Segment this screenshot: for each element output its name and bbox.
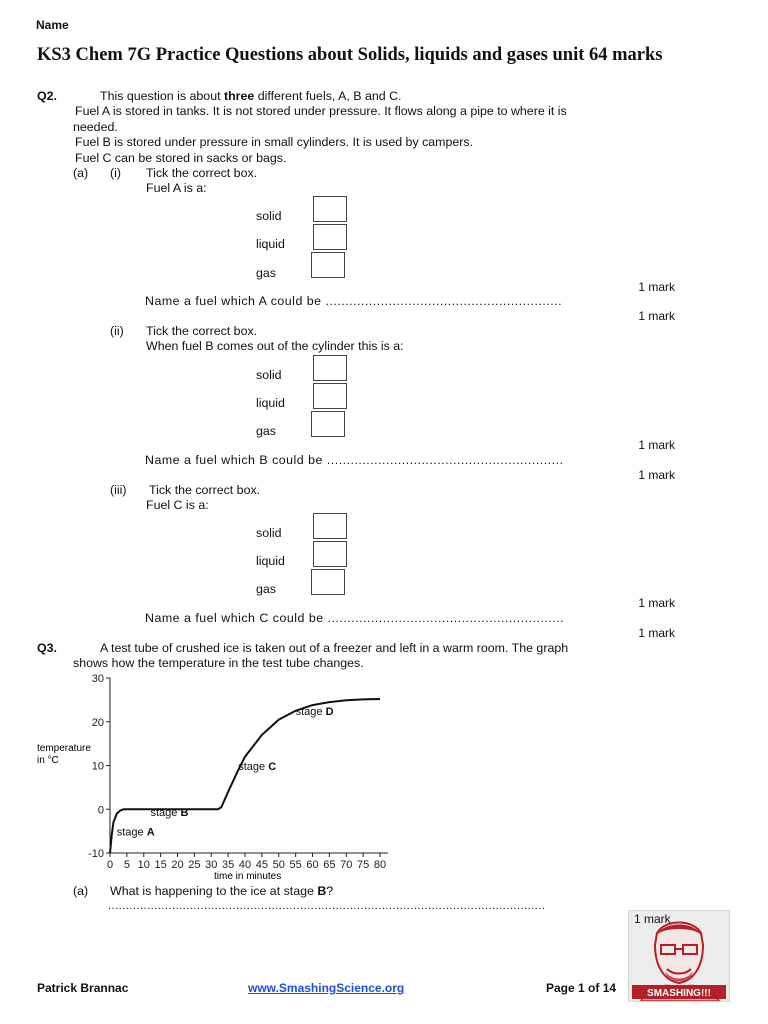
q2-part-iii-question: Fuel C is a: bbox=[146, 498, 209, 512]
q2-fuel-a-line2: needed. bbox=[73, 120, 118, 134]
x-tick-label: 25 bbox=[188, 859, 201, 871]
q3-part-a-question bbox=[110, 884, 333, 898]
q2-intro-bold: three bbox=[223, 89, 255, 103]
x-tick-label: 15 bbox=[154, 859, 167, 871]
option-solid-label: solid bbox=[256, 368, 282, 382]
mark-label: 1 mark bbox=[638, 468, 675, 482]
x-tick-label: 30 bbox=[205, 859, 218, 871]
stage-letter: C bbox=[268, 760, 277, 773]
temperature-time-chart bbox=[30, 670, 400, 885]
option-gas-label: gas bbox=[256, 266, 276, 280]
q2-part-iii-label: (iii) bbox=[110, 483, 127, 497]
y-axis-label-line2: in °C bbox=[37, 755, 59, 766]
q3-mark-label: 1 mark bbox=[634, 912, 671, 926]
q3-part-a-bold: B bbox=[317, 884, 327, 898]
option-solid-label: solid bbox=[256, 526, 282, 540]
x-tick-label: 70 bbox=[340, 859, 353, 871]
stage-label bbox=[151, 807, 189, 819]
footer-website-link[interactable]: www.SmashingScience.org bbox=[248, 981, 405, 995]
mark-label: 1 mark bbox=[638, 438, 675, 452]
y-tick-label: 10 bbox=[91, 760, 104, 773]
option-gas-label: gas bbox=[256, 582, 276, 596]
footer-page-current: 1 bbox=[578, 981, 585, 995]
x-tick-label: 65 bbox=[323, 859, 336, 871]
stage-label bbox=[117, 827, 155, 839]
mark-label: 1 mark bbox=[638, 309, 675, 323]
footer-page-prefix: Page bbox=[546, 981, 579, 995]
q2-part-ii-instruction: Tick the correct box. bbox=[146, 324, 258, 338]
q2-intro-before: This question is about bbox=[100, 89, 224, 103]
tick-box-c-solid[interactable] bbox=[313, 513, 347, 539]
x-tick-label: 5 bbox=[123, 859, 130, 871]
mark-label: 1 mark bbox=[638, 626, 675, 640]
q2-fuel-a-line1: Fuel A is stored in tanks. It is not stored under pressure. It flows along a pipe to where it is bbox=[75, 104, 567, 118]
q2-intro bbox=[100, 89, 401, 103]
page-title: KS3 Chem 7G Practice Questions about Solids, liquids and gases unit 64 marks bbox=[37, 45, 663, 65]
q2-part-i-question: Fuel A is a: bbox=[146, 181, 207, 195]
footer-page-total: 14 bbox=[602, 981, 617, 995]
name-fuel-b-prompt[interactable]: Name a fuel which B could be ............................................................ bbox=[145, 453, 564, 467]
option-liquid-label: liquid bbox=[256, 396, 285, 410]
stage-letter: B bbox=[180, 806, 189, 819]
name-fuel-a-prompt[interactable]: Name a fuel which A could be ............................................................ bbox=[145, 294, 563, 308]
q2-fuel-c: Fuel C can be stored in sacks or bags. bbox=[75, 151, 287, 165]
tick-box-c-liquid[interactable] bbox=[313, 541, 347, 567]
x-axis-label: time in minutes bbox=[214, 871, 282, 882]
x-tick-label: 10 bbox=[137, 859, 150, 871]
chart-annotations bbox=[117, 706, 334, 838]
x-tick-label: 75 bbox=[357, 859, 370, 871]
tick-box-a-solid[interactable] bbox=[313, 196, 347, 222]
stage-letter: D bbox=[325, 706, 334, 719]
q3-text-line2: shows how the temperature in the test tube changes. bbox=[73, 656, 364, 670]
q2-part-ii-question: When fuel B comes out of the cylinder this is a: bbox=[146, 339, 404, 353]
q2-part-a-label: (a) bbox=[73, 166, 89, 180]
q2-number: Q2. bbox=[37, 89, 57, 103]
mark-label: 1 mark bbox=[638, 596, 675, 610]
logo-text: SMASHING!!! bbox=[647, 988, 711, 999]
x-tick-label: 20 bbox=[171, 859, 184, 871]
tick-box-c-gas[interactable] bbox=[311, 569, 345, 595]
q3-text-line1: A test tube of crushed ice is taken out of a freezer and left in a warm room. The graph bbox=[100, 641, 569, 655]
tick-box-b-liquid[interactable] bbox=[313, 383, 347, 409]
y-tick-label: 0 bbox=[97, 804, 104, 817]
option-liquid-label: liquid bbox=[256, 237, 285, 251]
q3-part-a-before: What is happening to the ice at stage bbox=[110, 884, 318, 898]
option-liquid-label: liquid bbox=[256, 554, 285, 568]
q3-number: Q3. bbox=[37, 641, 57, 655]
footer-author: Patrick Brannac bbox=[37, 981, 129, 995]
x-tick-label: 80 bbox=[373, 859, 387, 871]
stage-word: stage bbox=[238, 760, 269, 773]
y-tick-label: -10 bbox=[88, 848, 104, 860]
q2-part-ii-label: (ii) bbox=[110, 324, 124, 338]
stage-label bbox=[296, 706, 334, 718]
x-tick-label: 40 bbox=[238, 859, 252, 871]
x-tick-label: 60 bbox=[306, 859, 319, 871]
stage-word: stage bbox=[116, 826, 147, 839]
name-label: Name bbox=[36, 18, 69, 32]
x-tick-label: 45 bbox=[255, 859, 268, 871]
option-gas-label: gas bbox=[256, 424, 276, 438]
q3-part-a-label: (a) bbox=[73, 884, 89, 898]
tick-box-b-gas[interactable] bbox=[311, 411, 345, 437]
y-axis-label-line1: temperature bbox=[37, 743, 91, 754]
q2-part-iii-instruction: Tick the correct box. bbox=[149, 483, 261, 497]
mark-label: 1 mark bbox=[638, 280, 675, 294]
tick-box-b-solid[interactable] bbox=[313, 355, 347, 381]
x-tick-label: 0 bbox=[106, 859, 114, 871]
stage-letter: A bbox=[146, 826, 155, 839]
q2-intro-after: different fuels, A, B and C. bbox=[254, 89, 402, 103]
option-solid-label: solid bbox=[256, 209, 282, 223]
q3-answer-line[interactable]: ........................................................................................................................... bbox=[108, 900, 546, 912]
x-tick-label: 35 bbox=[222, 859, 235, 871]
footer-page-of: of bbox=[584, 981, 603, 995]
tick-box-a-liquid[interactable] bbox=[313, 224, 347, 250]
stage-word: stage bbox=[295, 706, 326, 719]
footer-page-number bbox=[546, 981, 616, 995]
y-tick-label: 20 bbox=[91, 716, 104, 729]
y-tick-label: 30 bbox=[91, 673, 104, 685]
stage-word: stage bbox=[150, 806, 181, 819]
q2-part-i-label: (i) bbox=[110, 166, 122, 180]
stage-label bbox=[238, 761, 276, 773]
x-tick-label: 50 bbox=[272, 859, 285, 871]
q2-part-i-instruction: Tick the correct box. bbox=[146, 166, 258, 180]
q3-part-a-after: ? bbox=[326, 884, 334, 898]
tick-box-a-gas[interactable] bbox=[311, 252, 345, 278]
q2-fuel-b: Fuel B is stored under pressure in small cylinders. It is used by campers. bbox=[75, 135, 474, 149]
name-fuel-c-prompt[interactable]: Name a fuel which C could be ............................................................ bbox=[145, 611, 565, 625]
x-tick-label: 55 bbox=[289, 859, 302, 871]
